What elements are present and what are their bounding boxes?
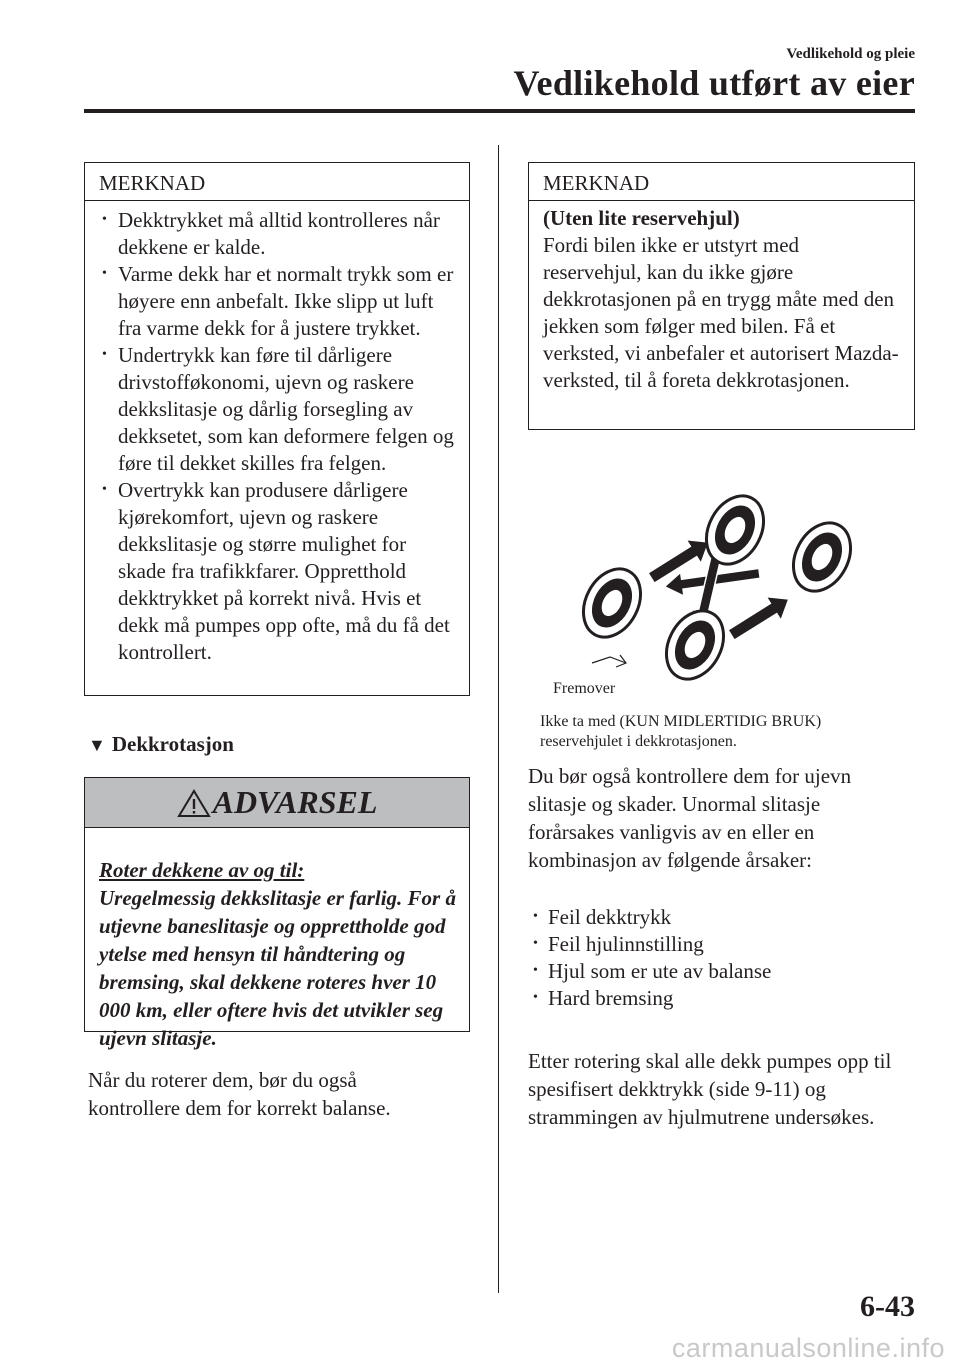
note-subheading: (Uten lite reservehjul) [543, 206, 740, 230]
section-marker-icon: ▼ [88, 735, 106, 755]
section-title-text: Dekkrotasjon [111, 732, 234, 756]
tire-front-left [572, 559, 652, 647]
warning-lead: Roter dekkene av og til: [99, 858, 305, 882]
note-item: • Varme dekk har et normalt trykk som er høyere enn anbefalt. Ikke slipp ut luft fra varme dekk for å justere trykket. [99, 261, 457, 342]
causes-list [530, 904, 860, 1012]
note-item: • Overtrykk kan produsere dårligere kjørekomfort, ujevn og raskere dekkslitasje og større mulighet for skade fra trafikkfarer. Oppretthold dekktrykket på korrekt nivå. Hvis et dekk må pumpes opp ofte, må du få det kontrollert. [99, 477, 457, 666]
tire-front-right [695, 486, 775, 574]
rotation-arrow [724, 587, 797, 647]
list-item: • Feil hjulinnstilling [530, 931, 860, 958]
note-box-tire-pressure [84, 162, 470, 696]
tire-rear-left [655, 601, 735, 689]
warning-header [85, 778, 469, 828]
tire-rear-right [782, 513, 862, 601]
note-heading: MERKNAD [529, 163, 914, 201]
column-divider [498, 145, 499, 1293]
note-heading: MERKNAD [85, 163, 469, 201]
note-item: • Undertrykk kan føre til dårligere drivstofføkonomi, ujevn og raskere dekkslitasje og dårlig forsegling av dekksetet, som kan deformere felgen og føre til dekket skilles fra felgen. [99, 342, 457, 477]
forward-arrow-icon [592, 655, 626, 667]
tire-rotation-diagram [540, 485, 890, 700]
running-header-title: Vedlikehold utført av eier [513, 63, 915, 103]
note-text: Fordi bilen ikke er utstyrt med reservehjul, kan du ikke gjøre dekkrotasjonen på en trygg måte med den jekken som følger med bilen. Få et verksted, vi anbefaler et autorisert Mazda-verksted, til å foreta dekkrotasjonen. [543, 233, 899, 392]
warning-box [84, 777, 470, 1050]
check-paragraph: Du bør også kontrollere dem for ujevn slitasje og skader. Unormal slitasje forårsakes vanligvis av en eller en kombinasjon av følgende årsaker: [528, 764, 852, 872]
page-number: 6-43 [860, 1290, 915, 1323]
warning-text: Uregelmessig dekkslitasje er farlig. For å utjevne baneslitasje og opprettholde god ytelse med hensyn til håndtering og bremsing, skal dekkene roteres hver 10 000 km, eller oftere hvis det utvikler seg ujevn slitasje. [99, 886, 456, 1050]
warning-triangle-icon [177, 788, 211, 818]
note-box-spare-wheel [528, 162, 915, 430]
balance-paragraph: Når du roterer dem, bør du også kontrollere dem for korrekt balanse. [88, 1068, 391, 1120]
warning-heading: ADVARSEL [212, 784, 378, 820]
forward-label: Fremover [553, 680, 616, 697]
note-item: • Dekktrykket må alltid kontrolleres når dekkene er kalde. [99, 207, 457, 261]
running-header-section: Vedlikehold og pleie [786, 46, 915, 62]
header-rule [84, 109, 915, 113]
note-list [99, 207, 457, 666]
watermark: carmanualsonline.info [671, 1333, 945, 1363]
list-item: • Feil dekktrykk [530, 904, 860, 931]
figure-caption: Ikke ta med (KUN MIDLERTIDIG BRUK) reservehjulet i dekkrotasjonen. [540, 713, 822, 750]
list-item: • Hjul som er ute av balanse [530, 958, 860, 985]
list-item: • Hard bremsing [530, 985, 860, 1012]
after-rotation-paragraph: Etter rotering skal alle dekk pumpes opp til spesifisert dekktrykk (side 9-11) og strammingen av hjulmutrene undersøkes. [528, 1049, 892, 1129]
section-title [88, 732, 234, 757]
